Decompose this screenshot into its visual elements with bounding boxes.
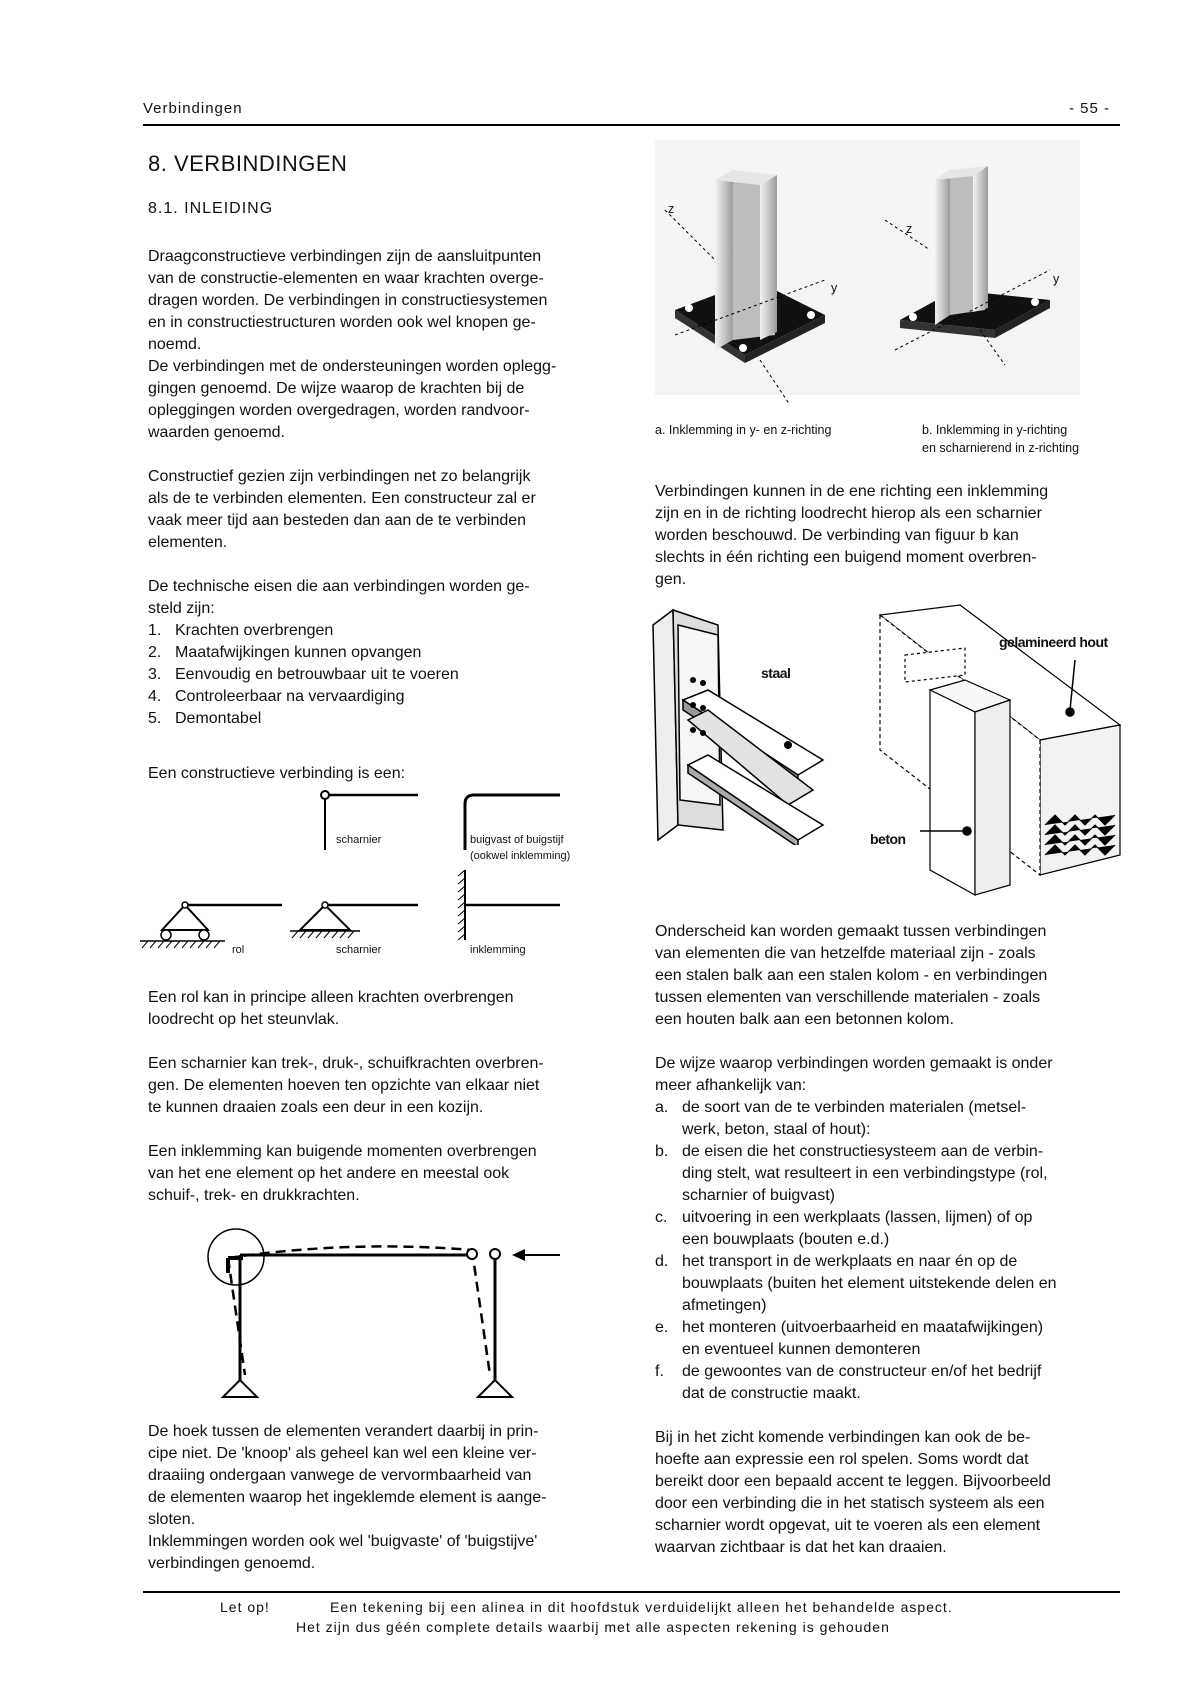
list-text: Controleerbaar na vervaardiging xyxy=(175,688,405,705)
text-line: dragen worden. De verbindingen in constructiesystemen xyxy=(148,292,548,309)
chapter-title: 8. VERBINDINGEN xyxy=(148,151,348,176)
text-line: ding stelt, wat resulteert in een verbindingstype (rol, xyxy=(682,1165,1048,1182)
list-item xyxy=(655,1141,1115,1207)
label-gelamineerd-hout: gelamineerd hout xyxy=(999,634,1108,650)
label-rol: rol xyxy=(232,944,245,956)
text-line: Inklemmingen worden ook wel 'buigvaste' of 'buigstijve' xyxy=(148,1533,538,1550)
text-line: uitvoering in een werkplaats (lassen, lijmen) of op xyxy=(682,1209,1033,1226)
text-line: Constructief gezien zijn verbindingen net zo belangrijk xyxy=(148,468,531,485)
text-line: gen. De elementen hoeven ten opzichte van elkaar niet xyxy=(148,1077,540,1094)
text-line: elementen. xyxy=(148,534,228,551)
text-line: De hoek tussen de elementen verandert daarbij in prin- xyxy=(148,1423,539,1440)
label-inklemming: inklemming xyxy=(470,944,526,956)
left-para-2 xyxy=(148,466,608,554)
footer-note-line-1: Een tekening bij een alinea in dit hoofdstuk verduidelijkt alleen het behandelde aspect. xyxy=(330,1599,953,1615)
axis-label-y-b: y xyxy=(1053,272,1060,286)
list-number: 2. xyxy=(148,644,162,661)
label-buigvast: buigvast of buigstijf xyxy=(470,834,564,846)
factors-list xyxy=(655,1097,1115,1405)
text-line: slechts in één richting een buigend moment overbren- xyxy=(655,549,1037,566)
list-item xyxy=(655,1361,1115,1405)
list-item xyxy=(148,664,608,686)
text-line: de soort van de te verbinden materialen (metsel- xyxy=(682,1099,1027,1116)
label-scharnier-top: scharnier xyxy=(336,834,382,846)
footer-rule xyxy=(143,1591,1120,1593)
column-base-figures xyxy=(655,140,1080,420)
text-line: schuif-, trek- en drukkrachten. xyxy=(148,1187,360,1204)
text-line: de eisen die het constructiesysteem aan de verbin- xyxy=(682,1143,1044,1160)
text-line: als de te verbinden elementen. Een constructeur zal er xyxy=(148,490,536,507)
list-text: Maatafwijkingen kunnen opvangen xyxy=(175,644,422,661)
list-letter: a. xyxy=(655,1099,669,1116)
text-line: loodrecht op het steunvlak. xyxy=(148,1011,340,1028)
list-text: Demontabel xyxy=(175,710,262,727)
left-para-3 xyxy=(148,576,608,620)
text-line: en eventueel kunnen demonteren xyxy=(682,1341,921,1358)
text-line: scharnier wordt opgevat, uit te voeren als een element xyxy=(655,1517,1041,1534)
requirements-list xyxy=(148,620,608,730)
text-line: vaak meer tijd aan besteden dan aan de te verbinden xyxy=(148,512,527,529)
text-line: De wijze waarop verbindingen worden gemaakt is onder xyxy=(655,1055,1053,1072)
text-line: te kunnen draaien zoals een deur in een kozijn. xyxy=(148,1099,484,1116)
running-header-left: Verbindingen xyxy=(143,100,243,117)
text-line: een bouwplaats (bouten e.d.) xyxy=(682,1231,890,1248)
text-line: door een verbinding die in het statisch systeem als een xyxy=(655,1495,1045,1512)
text-line: waarden genoemd. xyxy=(148,424,285,441)
caption-a: a. Inklemming in y- en z-richting xyxy=(655,423,832,437)
text-line: worden beschouwd. De verbinding van figuur b kan xyxy=(655,527,1019,544)
axis-label-y-a: y xyxy=(831,281,838,295)
left-para-4: Een constructieve verbinding is een: xyxy=(148,765,406,782)
list-item xyxy=(655,1207,1115,1251)
list-number: 3. xyxy=(148,666,162,683)
left-para-1 xyxy=(148,246,608,444)
text-line: Een rol kan in principe alleen krachten overbrengen xyxy=(148,989,514,1006)
text-line: tussen elementen van verschillende materialen - zoals xyxy=(655,989,1041,1006)
caption-b-line-1: b. Inklemming in y-richting xyxy=(922,423,1068,437)
text-line: afmetingen) xyxy=(682,1297,767,1314)
list-number: 4. xyxy=(148,688,162,705)
text-line: het transport in de werkplaats en naar én op de xyxy=(682,1253,1018,1270)
text-line: bereikt door een bepaald accent te leggen. Bijvoorbeeld xyxy=(655,1473,1051,1490)
label-beton: beton xyxy=(870,831,906,847)
text-line: Een scharnier kan trek-, druk-, schuifkrachten overbren- xyxy=(148,1055,544,1072)
text-line: van de constructie-elementen en waar krachten overge- xyxy=(148,270,544,287)
label-scharnier-bottom: scharnier xyxy=(336,944,382,956)
text-line: werk, beton, staal of hout): xyxy=(682,1121,871,1138)
text-line: Draagconstructieve verbindingen zijn de aansluitpunten xyxy=(148,248,542,265)
text-line: Verbindingen kunnen in de ene richting een inklemming xyxy=(655,483,1049,500)
text-line: dat de constructie maakt. xyxy=(682,1385,861,1402)
list-letter: f. xyxy=(655,1363,664,1380)
roller-support-symbol xyxy=(140,902,282,948)
text-line: draaiing ondergaan vanwege de vervormbaarheid van xyxy=(148,1467,532,1484)
left-para-5 xyxy=(148,987,608,1031)
list-number: 5. xyxy=(148,710,162,727)
text-line: de elementen waarop het ingeklemde element is aange- xyxy=(148,1489,547,1506)
text-line: sloten. xyxy=(148,1511,196,1528)
list-letter: c. xyxy=(655,1209,668,1226)
text-line: hoefte aan expressie een rol spelen. Soms wordt dat xyxy=(655,1451,1029,1468)
right-para-1 xyxy=(655,481,1115,591)
text-line: van het ene element op het andere en meestal ook xyxy=(148,1165,510,1182)
header-rule xyxy=(143,124,1120,126)
footer-note-label: Let op! xyxy=(220,1599,270,1615)
text-line: een stalen balk aan een stalen kolom - en verbindingen xyxy=(655,967,1048,984)
left-para-8 xyxy=(148,1421,608,1575)
text-line: Een inklemming kan buigende momenten overbrengen xyxy=(148,1143,537,1160)
text-line: scharnier of buigvast) xyxy=(682,1187,835,1204)
page-number: - 55 - xyxy=(1069,100,1111,117)
text-line: het monteren (uitvoerbaarheid en maatafwijkingen) xyxy=(682,1319,1044,1336)
fixed-support-symbol xyxy=(458,870,560,940)
text-line: Onderscheid kan worden gemaakt tussen verbindingen xyxy=(655,923,1047,940)
text-line: en in constructiestructuren worden ook wel knopen ge- xyxy=(148,314,536,331)
list-text: Eenvoudig en betrouwbaar uit te voeren xyxy=(175,666,459,683)
hinge-support-symbol xyxy=(290,902,418,938)
list-item xyxy=(148,620,608,642)
steel-beam-connection-photo xyxy=(648,605,838,845)
right-para-4 xyxy=(655,1427,1115,1559)
list-item xyxy=(148,708,608,730)
list-letter: e. xyxy=(655,1319,669,1336)
text-line: gen. xyxy=(655,571,687,588)
list-letter: d. xyxy=(655,1253,669,1270)
text-line: meer afhankelijk van: xyxy=(655,1077,807,1094)
text-line: bouwplaats (buiten het element uitstekende delen en xyxy=(682,1275,1057,1292)
text-line: van elementen die van hetzelfde materiaal zijn - zoals xyxy=(655,945,1036,962)
left-para-6 xyxy=(148,1053,608,1119)
list-item xyxy=(655,1097,1115,1141)
axis-label-z-b: z xyxy=(906,222,913,236)
footer-note-line-2: Het zijn dus géén complete details waarbij met alle aspecten rekening is gehouden xyxy=(296,1619,890,1635)
text-line: gingen genoemd. De wijze waarop de krachten bij de xyxy=(148,380,525,397)
list-item xyxy=(148,686,608,708)
text-line: verbindingen genoemd. xyxy=(148,1555,316,1572)
label-ookwel-inklemming: (ookwel inklemming) xyxy=(470,850,571,862)
label-staal: staal xyxy=(761,665,791,681)
caption-b-line-2: en scharnierend in z-richting xyxy=(922,441,1080,455)
right-para-3 xyxy=(655,1053,1115,1097)
list-item xyxy=(655,1251,1115,1317)
list-number: 1. xyxy=(148,622,162,639)
text-line: de gewoontes van de constructeur en/of het bedrijf xyxy=(682,1363,1042,1380)
text-line: opleggingen worden overgedragen, worden randvoor- xyxy=(148,402,530,419)
text-line: steld zijn: xyxy=(148,600,215,617)
list-item xyxy=(148,642,608,664)
text-line: noemd. xyxy=(148,336,202,353)
text-line: cipe niet. De 'knoop' als geheel kan wel een kleine ver- xyxy=(148,1445,537,1462)
text-line: waarvan zichtbaar is dat het kan draaien. xyxy=(655,1539,947,1556)
frame-deformation-diagram xyxy=(200,1225,570,1405)
list-letter: b. xyxy=(655,1143,669,1160)
text-line: Bij in het zicht komende verbindingen kan ook de be- xyxy=(655,1429,1031,1446)
list-text: Krachten overbrengen xyxy=(175,622,334,639)
connection-types-diagram xyxy=(140,790,600,960)
axis-label-z-a: z xyxy=(668,202,675,216)
left-para-7 xyxy=(148,1141,608,1207)
list-item xyxy=(655,1317,1115,1361)
text-line: een houten balk aan een betonnen kolom. xyxy=(655,1011,954,1028)
text-line: zijn en in de richting loodrecht hierop als een scharnier xyxy=(655,505,1042,522)
section-title: 8.1. INLEIDING xyxy=(148,200,274,217)
text-line: De technische eisen die aan verbindingen worden ge- xyxy=(148,578,530,595)
text-line: De verbindingen met de ondersteuningen worden oplegg- xyxy=(148,358,557,375)
right-para-2 xyxy=(655,921,1115,1031)
